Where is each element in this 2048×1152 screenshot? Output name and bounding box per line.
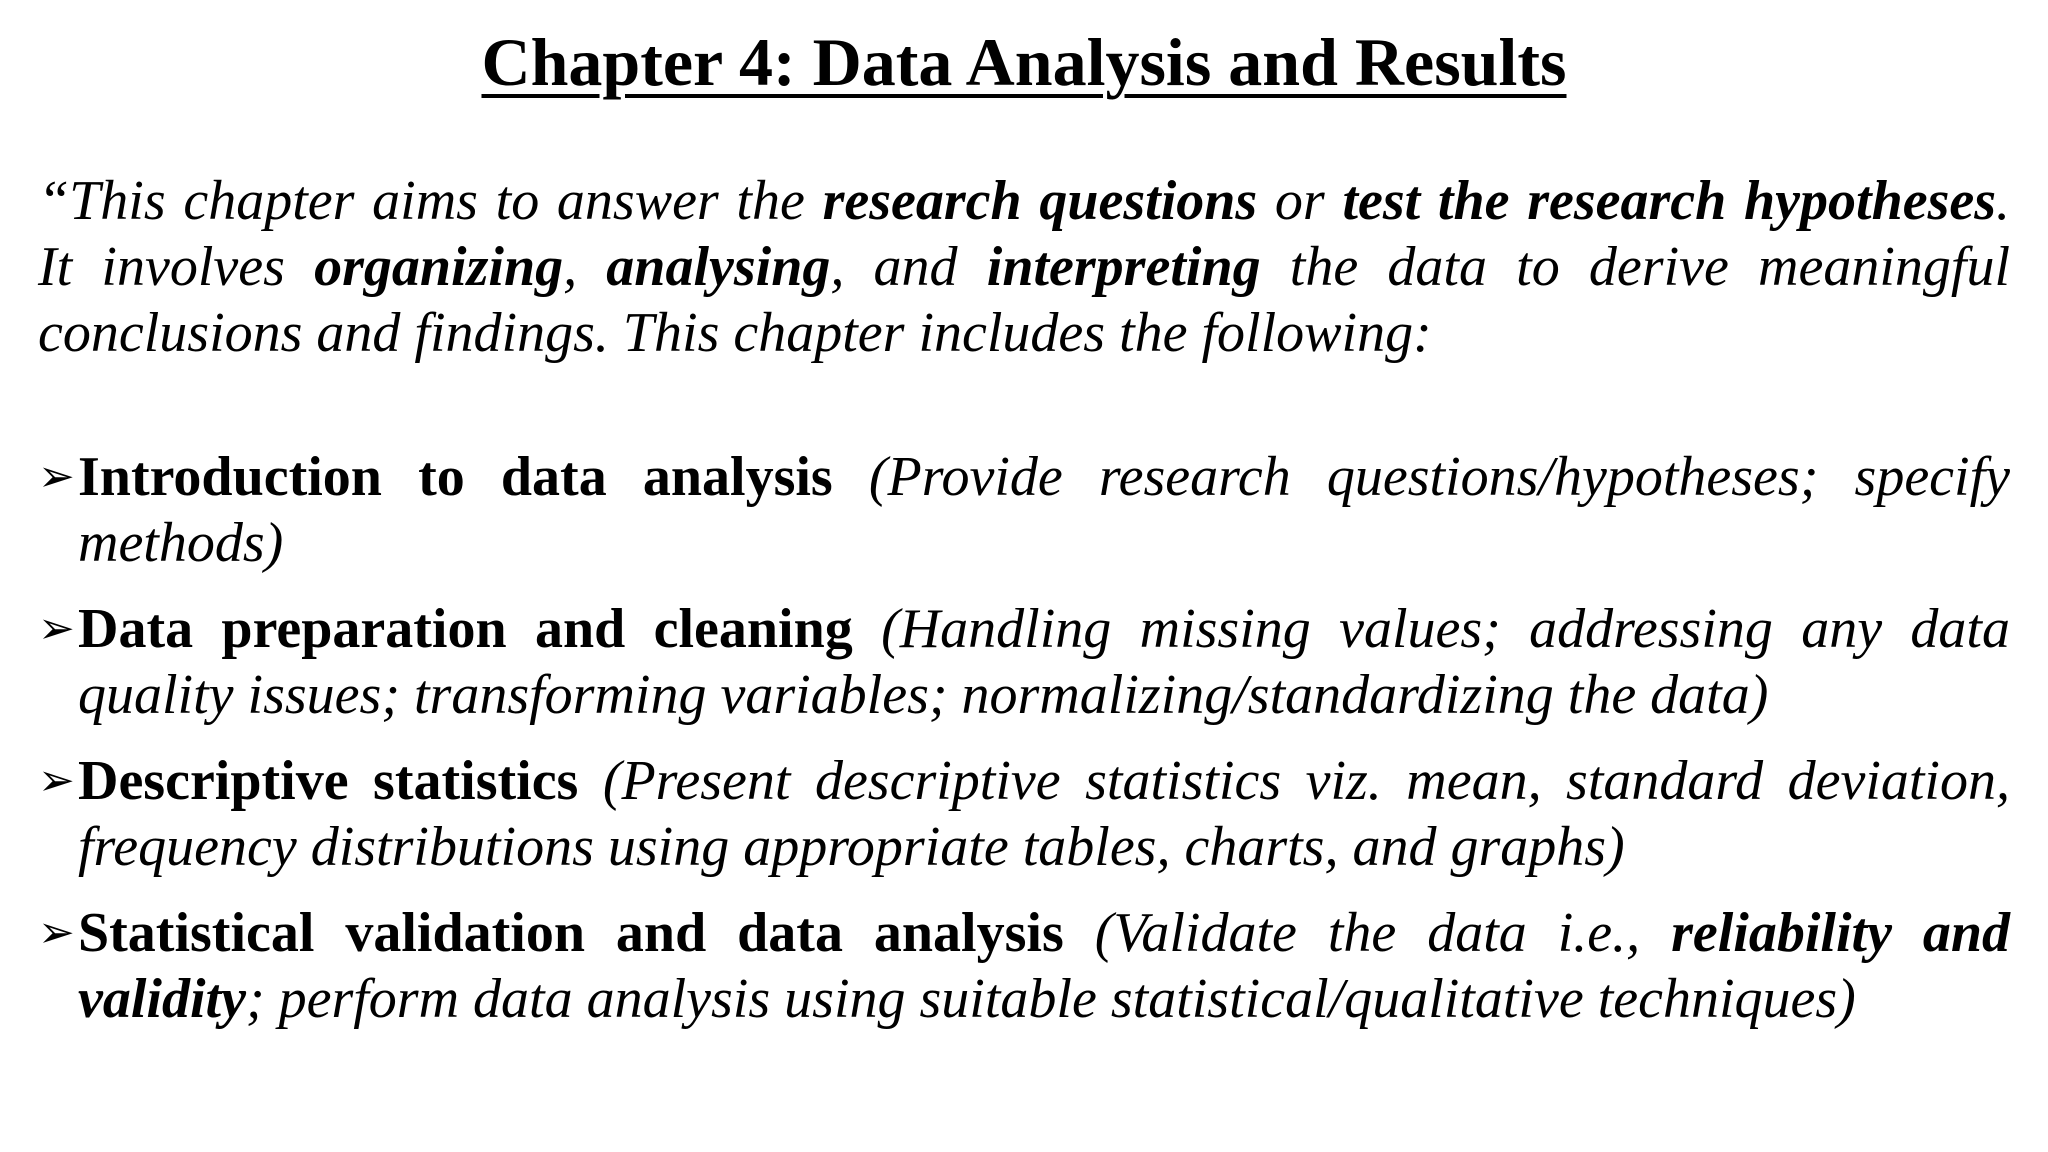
- intro-text: , and: [830, 236, 987, 298]
- list-item-description: (Handling missing values; addressing any data quality issues; transforming variables; normalizing/standardizing the data): [78, 598, 2010, 726]
- description-text: (Validate the data i.e.,: [1094, 902, 1672, 964]
- list-item-description: (Present descriptive statistics viz. mean, standard deviation, frequency distributions using appropriate tables, charts, and graphs): [78, 750, 2010, 878]
- intro-text: the data to derive meaningful conclusions and findings. This chapter includes the following:: [38, 236, 2011, 364]
- intro-emphasis: organizing: [314, 236, 564, 298]
- intro-paragraph: [38, 168, 2010, 366]
- intro-text: This chapter aims to answer the: [69, 170, 823, 232]
- description-emphasis: reliability and validity: [78, 902, 2011, 1030]
- list-item-heading: Statistical validation and data analysis: [78, 902, 1064, 964]
- intro-emphasis: test the research hypotheses: [1342, 170, 1997, 232]
- arrow-bullet-icon: ➢: [38, 451, 75, 502]
- description-text: ; perform data analysis using suitable statistical/qualitative techniques): [245, 968, 1856, 1030]
- page-title-text: Chapter 4: Data Analysis and Results: [481, 24, 1567, 100]
- list-item-heading: Data preparation and cleaning: [78, 598, 853, 660]
- list-item: [38, 444, 2010, 576]
- page-title: [0, 22, 2048, 102]
- arrow-bullet-icon: ➢: [38, 907, 75, 958]
- intro-text: . It involves: [38, 170, 2011, 298]
- list-item-heading: Descriptive statistics: [78, 750, 579, 812]
- arrow-bullet-icon: ➢: [38, 603, 75, 654]
- topic-list: [38, 444, 2010, 1052]
- intro-text: or: [1257, 170, 1343, 232]
- intro-emphasis: research questions: [822, 170, 1258, 232]
- list-item: [38, 748, 2010, 880]
- intro-emphasis: interpreting: [986, 236, 1261, 298]
- list-item-heading: Introduction to data analysis: [78, 446, 833, 508]
- list-item: [38, 596, 2010, 728]
- arrow-bullet-icon: ➢: [38, 755, 75, 806]
- intro-text: ,: [563, 236, 607, 298]
- open-quote: “: [38, 170, 70, 232]
- list-item: [38, 900, 2010, 1032]
- list-item-description: (Provide research questions/hypotheses; specify methods): [78, 446, 2010, 574]
- intro-emphasis: analysing: [606, 236, 831, 298]
